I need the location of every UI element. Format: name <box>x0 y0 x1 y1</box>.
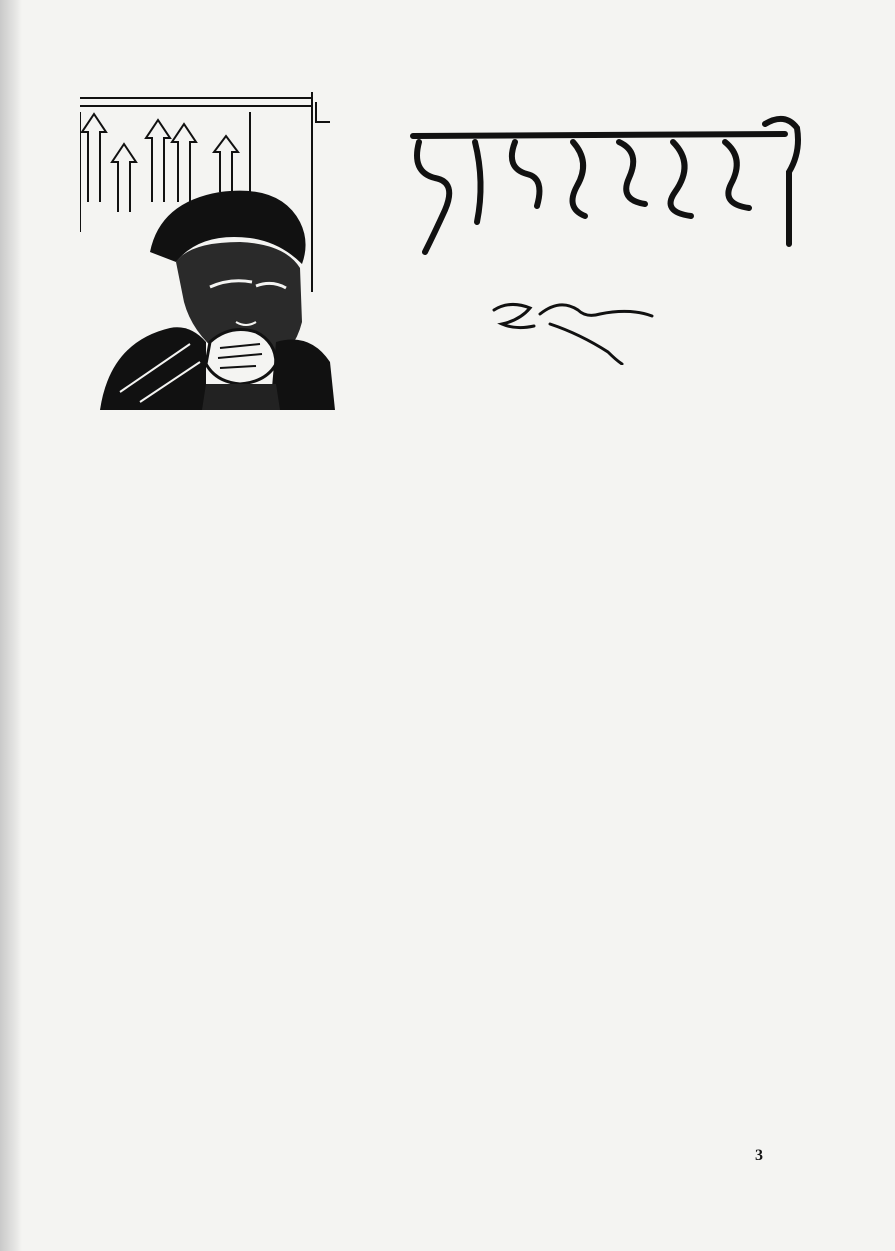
text-line <box>82 1069 438 1100</box>
page-number: 3 <box>755 1147 763 1164</box>
text-line <box>462 975 820 1006</box>
text-line <box>462 944 820 975</box>
text-line <box>82 693 438 724</box>
text-line <box>82 473 438 504</box>
text-line <box>82 975 438 1006</box>
text-line <box>462 441 820 472</box>
text-line <box>462 630 820 661</box>
text-line <box>462 881 820 912</box>
text-line <box>462 724 820 755</box>
text-line <box>82 567 438 598</box>
text-line <box>462 536 820 567</box>
text-line <box>82 1006 438 1037</box>
text-line <box>462 693 820 724</box>
text-line <box>82 818 438 849</box>
author-signature-artwork <box>490 290 660 365</box>
text-line <box>82 661 438 692</box>
right-text-column <box>462 410 820 1132</box>
text-line <box>82 410 438 441</box>
text-line <box>462 787 820 818</box>
text-line <box>462 598 820 629</box>
text-line <box>462 473 820 504</box>
text-line <box>82 504 438 535</box>
left-text-column <box>82 410 438 1132</box>
text-line <box>82 1038 438 1069</box>
man-thinking-illustration <box>80 92 335 410</box>
text-line <box>82 881 438 912</box>
calligraphy-title-artwork <box>405 112 805 262</box>
text-line <box>82 912 438 943</box>
text-line <box>462 849 820 880</box>
text-line <box>462 818 820 849</box>
text-line <box>82 944 438 975</box>
text-line <box>82 536 438 567</box>
text-line <box>462 567 820 598</box>
page-binding-shadow <box>0 0 22 1251</box>
text-line <box>82 630 438 661</box>
text-line <box>462 1006 820 1037</box>
text-line <box>82 787 438 818</box>
text-line <box>82 1101 438 1132</box>
text-line <box>462 755 820 786</box>
text-line <box>82 849 438 880</box>
text-line <box>462 661 820 692</box>
text-line <box>462 912 820 943</box>
text-line <box>462 1101 820 1132</box>
text-line <box>462 1038 820 1069</box>
text-line <box>462 1069 820 1100</box>
text-line <box>82 598 438 629</box>
text-line <box>82 441 438 472</box>
text-line <box>82 755 438 786</box>
text-line <box>82 724 438 755</box>
text-line <box>462 504 820 535</box>
text-line <box>462 410 820 441</box>
